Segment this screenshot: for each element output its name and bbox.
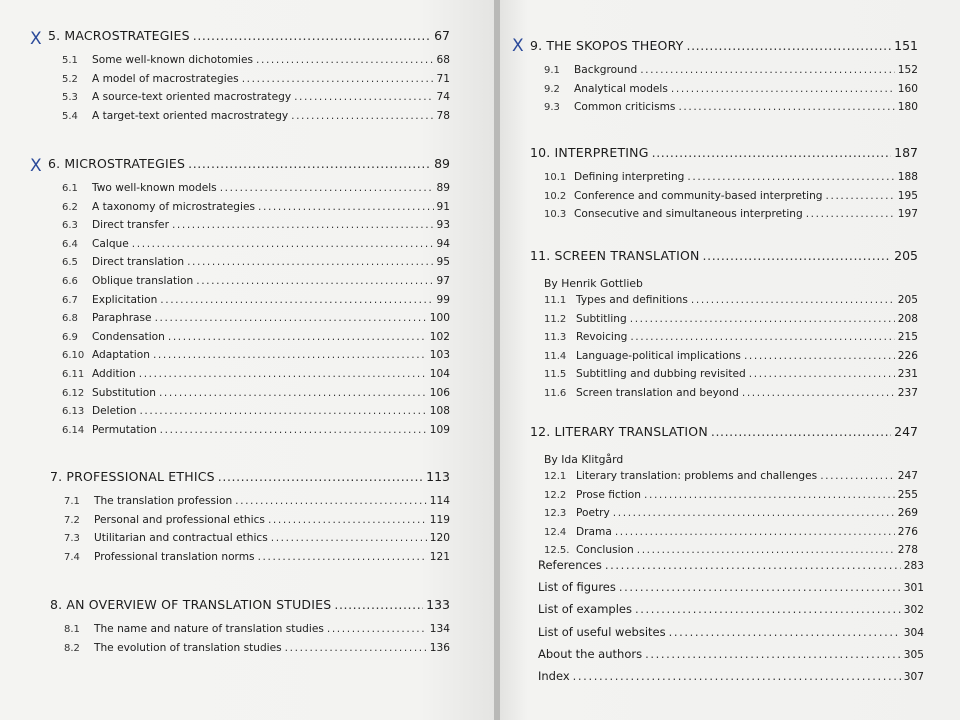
dot-leader (749, 368, 895, 380)
section-title: Subtitling and dubbing revisited (576, 368, 746, 381)
section-page: 136 (429, 641, 450, 654)
chapter-number: 5. (48, 28, 61, 43)
dot-leader (806, 208, 895, 220)
section-page: 74 (436, 91, 450, 104)
section-title: Adaptation (92, 349, 150, 362)
section-page: 100 (429, 312, 450, 325)
toc-chapter (530, 38, 918, 120)
section-page: 108 (429, 405, 450, 418)
section-title: Conclusion (576, 544, 634, 557)
backmatter-entry[interactable] (538, 625, 924, 647)
section-number: 6.13 (62, 406, 85, 418)
section-page: 97 (436, 274, 450, 287)
dot-leader (294, 91, 433, 103)
section-title: Prose fiction (576, 488, 642, 501)
toc-entry[interactable] (50, 551, 450, 570)
section-title: Literary translation: problems and challenges (576, 470, 818, 482)
section-title: Conference and community-based interpreting (574, 189, 823, 202)
section-number: 12.4 (544, 526, 567, 538)
dot-leader (153, 349, 427, 361)
toc-entry[interactable] (48, 405, 450, 424)
dot-leader (703, 248, 892, 263)
chapter-author: By Ida Klitgård (544, 453, 624, 466)
section-page: 68 (436, 54, 450, 66)
toc-entry[interactable] (530, 350, 918, 369)
section-page: 95 (436, 256, 450, 269)
section-number: 11.1 (544, 295, 567, 306)
dot-leader (669, 625, 901, 639)
dot-leader (235, 495, 427, 507)
backmatter-title: List of examples (538, 602, 632, 617)
toc-entry[interactable] (48, 238, 450, 257)
section-title: Paraphrase (92, 312, 152, 325)
chapter-title: MICROSTRATEGIES (64, 156, 186, 171)
toc-entry[interactable] (530, 368, 918, 387)
chapter-page: 67 (434, 28, 450, 43)
toc-entry[interactable] (48, 54, 450, 73)
dot-leader (826, 190, 895, 202)
dot-leader (242, 73, 434, 85)
toc-chapter (50, 469, 450, 569)
dot-leader (218, 469, 423, 484)
dot-leader (613, 507, 895, 519)
dot-leader (630, 331, 894, 343)
backmatter-entry[interactable] (538, 669, 924, 691)
section-number: 9.1 (544, 65, 560, 76)
dot-leader (744, 350, 895, 362)
dot-leader (271, 532, 427, 544)
section-number: 7.2 (64, 514, 80, 526)
section-page: 237 (897, 386, 918, 399)
backmatter-entry[interactable] (538, 558, 924, 580)
toc-entry[interactable] (530, 313, 918, 332)
toc-chapter (48, 28, 450, 128)
dot-leader (619, 580, 901, 594)
toc-entry[interactable] (530, 171, 918, 190)
dot-leader (691, 294, 895, 306)
section-number: 6.11 (62, 368, 85, 380)
dot-leader (188, 156, 431, 171)
section-title: Deletion (92, 405, 137, 418)
dot-leader (615, 526, 895, 538)
section-number: 7.3 (64, 533, 80, 545)
chapter-heading[interactable] (530, 424, 918, 446)
chapter-number: 9. (530, 38, 543, 53)
section-number: 6.6 (62, 275, 78, 287)
section-number: 6.12 (62, 387, 85, 399)
section-page: 94 (436, 237, 450, 250)
toc-entry[interactable] (530, 526, 918, 545)
section-title: Personal and professional ethics (94, 513, 265, 526)
backmatter-page: 305 (903, 648, 924, 661)
dot-leader (687, 38, 892, 53)
section-page: 91 (436, 200, 450, 213)
dot-leader (635, 602, 901, 616)
section-page: 104 (429, 367, 450, 380)
dot-leader (687, 171, 894, 183)
section-number: 5.3 (62, 92, 78, 104)
toc-entry[interactable] (48, 91, 450, 110)
backmatter-title: Index (538, 668, 570, 683)
section-number: 11.5 (544, 369, 567, 381)
toc-entry[interactable] (48, 294, 450, 313)
chapter-heading[interactable] (48, 156, 450, 178)
dot-leader (258, 201, 434, 213)
dot-leader (630, 313, 895, 325)
chapter-title: MACROSTRATEGIES (64, 28, 190, 43)
section-title: Poetry (576, 507, 610, 520)
toc-chapter (530, 145, 918, 227)
dot-leader (678, 101, 894, 113)
section-page: 205 (897, 294, 918, 306)
dot-leader (193, 28, 431, 43)
toc-chapter (530, 248, 918, 406)
toc-chapter (530, 424, 918, 563)
section-title: Professional translation norms (94, 550, 255, 563)
section-number: 10.3 (544, 209, 567, 221)
section-number: 6.5 (62, 257, 78, 269)
toc-entry[interactable] (48, 201, 450, 220)
section-number: 6.3 (62, 220, 78, 232)
dot-leader (187, 256, 433, 268)
section-title: Language-political implications (576, 349, 741, 362)
chapter-page: 247 (894, 424, 918, 439)
section-number: 10.2 (544, 190, 567, 202)
section-page: 269 (897, 507, 918, 520)
backmatter-entry[interactable] (538, 647, 924, 669)
backmatter-page: 302 (903, 604, 924, 617)
section-title: Drama (576, 525, 612, 538)
toc-entry[interactable] (530, 208, 918, 227)
dot-leader (334, 597, 423, 612)
section-title: Explicitation (92, 293, 158, 306)
section-number: 7.1 (64, 496, 80, 507)
dot-leader (285, 642, 427, 654)
section-title: A target-text oriented macrostrategy (92, 109, 289, 122)
backmatter-title: List of useful websites (538, 624, 666, 639)
section-number: 6.9 (62, 331, 78, 343)
backmatter-page: 307 (903, 670, 924, 683)
section-number: 5.1 (62, 55, 78, 66)
section-title: Direct transfer (92, 219, 169, 232)
section-page: 71 (436, 72, 450, 85)
section-title: Defining interpreting (574, 171, 685, 183)
section-number: 5.4 (62, 110, 78, 122)
section-page: 134 (429, 623, 450, 635)
backmatter-entry[interactable] (538, 580, 924, 602)
dot-leader (258, 551, 427, 563)
dot-leader (671, 83, 895, 95)
dot-leader (160, 424, 427, 436)
section-page: 276 (897, 525, 918, 538)
chapter-page: 89 (434, 156, 450, 171)
section-page: 195 (897, 189, 918, 202)
section-title: Analytical models (574, 82, 668, 95)
dot-leader (640, 64, 895, 76)
chapter-page: 205 (894, 248, 918, 263)
toc-entry[interactable] (530, 101, 918, 120)
chapter-page: 187 (894, 145, 918, 160)
toc-entry[interactable] (48, 331, 450, 350)
section-title: Some well-known dichotomies (92, 54, 254, 66)
dot-leader (256, 54, 434, 66)
section-number: 6.7 (62, 294, 78, 306)
toc-entry[interactable] (48, 349, 450, 368)
dot-leader (196, 275, 433, 287)
section-number: 9.3 (544, 102, 560, 114)
section-page: 197 (897, 208, 918, 221)
section-number: 11.4 (544, 350, 567, 362)
dot-leader (327, 623, 427, 635)
section-number: 12.5. (544, 545, 570, 557)
section-page: 180 (897, 101, 918, 114)
section-title: Subtitling (576, 312, 627, 325)
dot-leader (605, 558, 901, 572)
section-page: 109 (429, 423, 450, 436)
dot-leader (573, 669, 901, 683)
chapter-number: 8. (50, 597, 63, 612)
section-title: Condensation (92, 330, 165, 343)
chapter-heading[interactable] (530, 38, 918, 60)
toc-entry[interactable] (530, 83, 918, 102)
dot-leader (645, 647, 901, 661)
backmatter-title: References (538, 558, 602, 572)
section-title: The evolution of translation studies (94, 641, 282, 654)
chapter-number: 11. (530, 248, 551, 263)
dot-leader (742, 387, 895, 399)
dot-leader (220, 182, 434, 194)
chapter-title: LITERARY TRANSLATION (554, 424, 708, 439)
backmatter-page: 301 (903, 582, 924, 595)
dot-leader (168, 331, 427, 343)
chapter-author: By Henrik Gottlieb (544, 277, 643, 290)
section-page: 208 (897, 312, 918, 325)
dot-leader (291, 110, 433, 122)
chapter-heading[interactable] (530, 145, 918, 167)
section-number: 11.3 (544, 332, 567, 344)
dot-leader (820, 470, 895, 482)
chapter-heading[interactable] (50, 469, 450, 491)
toc-entry[interactable] (530, 294, 918, 313)
section-title: A model of macrostrategies (92, 72, 239, 85)
dot-leader (132, 238, 434, 250)
section-title: A taxonomy of microstrategies (92, 200, 256, 213)
section-title: Consecutive and simultaneous interpreting (574, 208, 803, 221)
toc-chapter (48, 156, 450, 442)
section-page: 231 (897, 368, 918, 381)
toc-entry[interactable] (50, 642, 450, 661)
section-title: Substitution (92, 386, 156, 399)
chapter-heading[interactable] (530, 248, 918, 270)
section-number: 8.2 (64, 642, 80, 654)
toc-entry[interactable] (48, 387, 450, 406)
section-title: Background (574, 64, 638, 76)
dot-leader (159, 387, 427, 399)
back-matter (538, 558, 924, 691)
chapter-heading[interactable] (50, 597, 450, 619)
section-title: Addition (92, 367, 136, 380)
chapter-page: 113 (426, 469, 450, 484)
section-page: 103 (429, 349, 450, 362)
section-title: The translation profession (94, 495, 233, 507)
section-number: 6.1 (62, 183, 78, 194)
section-page: 93 (436, 219, 450, 232)
backmatter-page: 283 (903, 560, 924, 572)
section-number: 6.8 (62, 313, 78, 325)
toc-entry[interactable] (530, 507, 918, 526)
section-page: 247 (897, 470, 918, 482)
section-page: 102 (429, 330, 450, 343)
dot-leader (652, 145, 892, 160)
section-page: 114 (429, 495, 450, 507)
toc-entry[interactable] (530, 64, 918, 83)
section-number: 11.6 (544, 387, 567, 399)
section-page: 121 (429, 550, 450, 563)
dot-leader (644, 489, 895, 501)
backmatter-entry[interactable] (538, 602, 924, 624)
chapter-number: 12. (530, 424, 551, 439)
dot-leader (139, 368, 427, 380)
dot-leader (711, 424, 891, 439)
dot-leader (268, 514, 427, 526)
section-page: 188 (897, 171, 918, 183)
chapter-number: 6. (48, 156, 61, 171)
handwritten-x-mark: X (30, 156, 42, 176)
section-page: 106 (429, 386, 450, 399)
section-title: Oblique translation (92, 274, 194, 287)
chapter-page: 151 (894, 38, 918, 53)
section-number: 9.2 (544, 83, 560, 95)
section-title: The name and nature of translation studies (94, 623, 324, 635)
section-title: Permutation (92, 423, 157, 436)
section-title: Common criticisms (574, 101, 676, 114)
chapter-title: INTERPRETING (554, 145, 649, 160)
toc-entry[interactable] (50, 514, 450, 533)
toc-entry[interactable] (50, 532, 450, 551)
toc-chapter (50, 597, 450, 660)
toc-entry[interactable] (530, 190, 918, 209)
toc-entry[interactable] (48, 219, 450, 238)
chapter-title: SCREEN TRANSLATION (554, 248, 700, 263)
dot-leader (172, 219, 434, 231)
toc-entry[interactable] (530, 470, 918, 489)
section-page: 152 (897, 64, 918, 76)
section-title: Direct translation (92, 256, 185, 269)
toc-entry[interactable] (48, 182, 450, 201)
section-title: Types and definitions (576, 294, 688, 306)
backmatter-page: 304 (903, 626, 924, 639)
toc-entry[interactable] (50, 623, 450, 642)
chapter-title: AN OVERVIEW OF TRANSLATION STUDIES (66, 597, 332, 612)
toc-entry[interactable] (48, 424, 450, 443)
section-number: 6.2 (62, 201, 78, 213)
dot-leader (637, 544, 895, 556)
section-page: 99 (436, 293, 450, 306)
section-number: 10.1 (544, 172, 567, 183)
section-page: 119 (429, 513, 450, 526)
dot-leader (155, 312, 427, 324)
toc-entry[interactable] (48, 256, 450, 275)
section-page: 89 (436, 182, 450, 194)
toc-entry[interactable] (530, 489, 918, 508)
chapter-number: 10. (530, 145, 551, 160)
dot-leader (139, 405, 426, 417)
backmatter-title: List of figures (538, 580, 616, 595)
section-page: 278 (897, 544, 918, 557)
section-title: Two well-known models (92, 182, 217, 194)
section-page: 226 (897, 349, 918, 362)
section-number: 6.10 (62, 350, 85, 362)
section-page: 215 (897, 331, 918, 344)
section-number: 8.1 (64, 624, 80, 635)
backmatter-title: About the authors (538, 646, 643, 661)
toc-entry[interactable] (530, 387, 918, 406)
section-number: 12.2 (544, 489, 567, 501)
toc-entry[interactable] (48, 73, 450, 92)
toc-entry[interactable] (48, 275, 450, 294)
section-title: Calque (92, 237, 129, 250)
section-page: 78 (436, 109, 450, 122)
section-page: 255 (897, 488, 918, 501)
section-number: 7.4 (64, 551, 80, 563)
toc-entry[interactable] (50, 495, 450, 514)
section-number: 12.3 (544, 508, 567, 520)
section-page: 160 (897, 82, 918, 95)
toc-entry[interactable] (530, 331, 918, 350)
section-number: 5.2 (62, 73, 78, 85)
section-title: A source-text oriented macrostrategy (92, 91, 292, 104)
chapter-title: THE SKOPOS THEORY (546, 38, 684, 53)
chapter-title: PROFESSIONAL ETHICS (66, 469, 215, 484)
section-page: 120 (429, 532, 450, 545)
handwritten-x-mark: X (30, 29, 42, 49)
section-number: 12.1 (544, 471, 567, 482)
chapter-heading[interactable] (48, 28, 450, 50)
section-number: 6.14 (62, 424, 85, 436)
section-title: Utilitarian and contractual ethics (94, 532, 268, 545)
chapter-number: 7. (50, 469, 63, 484)
toc-entry[interactable] (48, 368, 450, 387)
section-title: Screen translation and beyond (576, 386, 739, 399)
dot-leader (160, 294, 433, 306)
section-number: 11.2 (544, 313, 567, 325)
chapter-page: 133 (426, 597, 450, 612)
toc-entry[interactable] (48, 312, 450, 331)
handwritten-x-mark: X (512, 36, 524, 56)
section-number: 6.4 (62, 238, 78, 250)
section-title: Revoicing (576, 331, 628, 344)
toc-entry[interactable] (48, 110, 450, 129)
